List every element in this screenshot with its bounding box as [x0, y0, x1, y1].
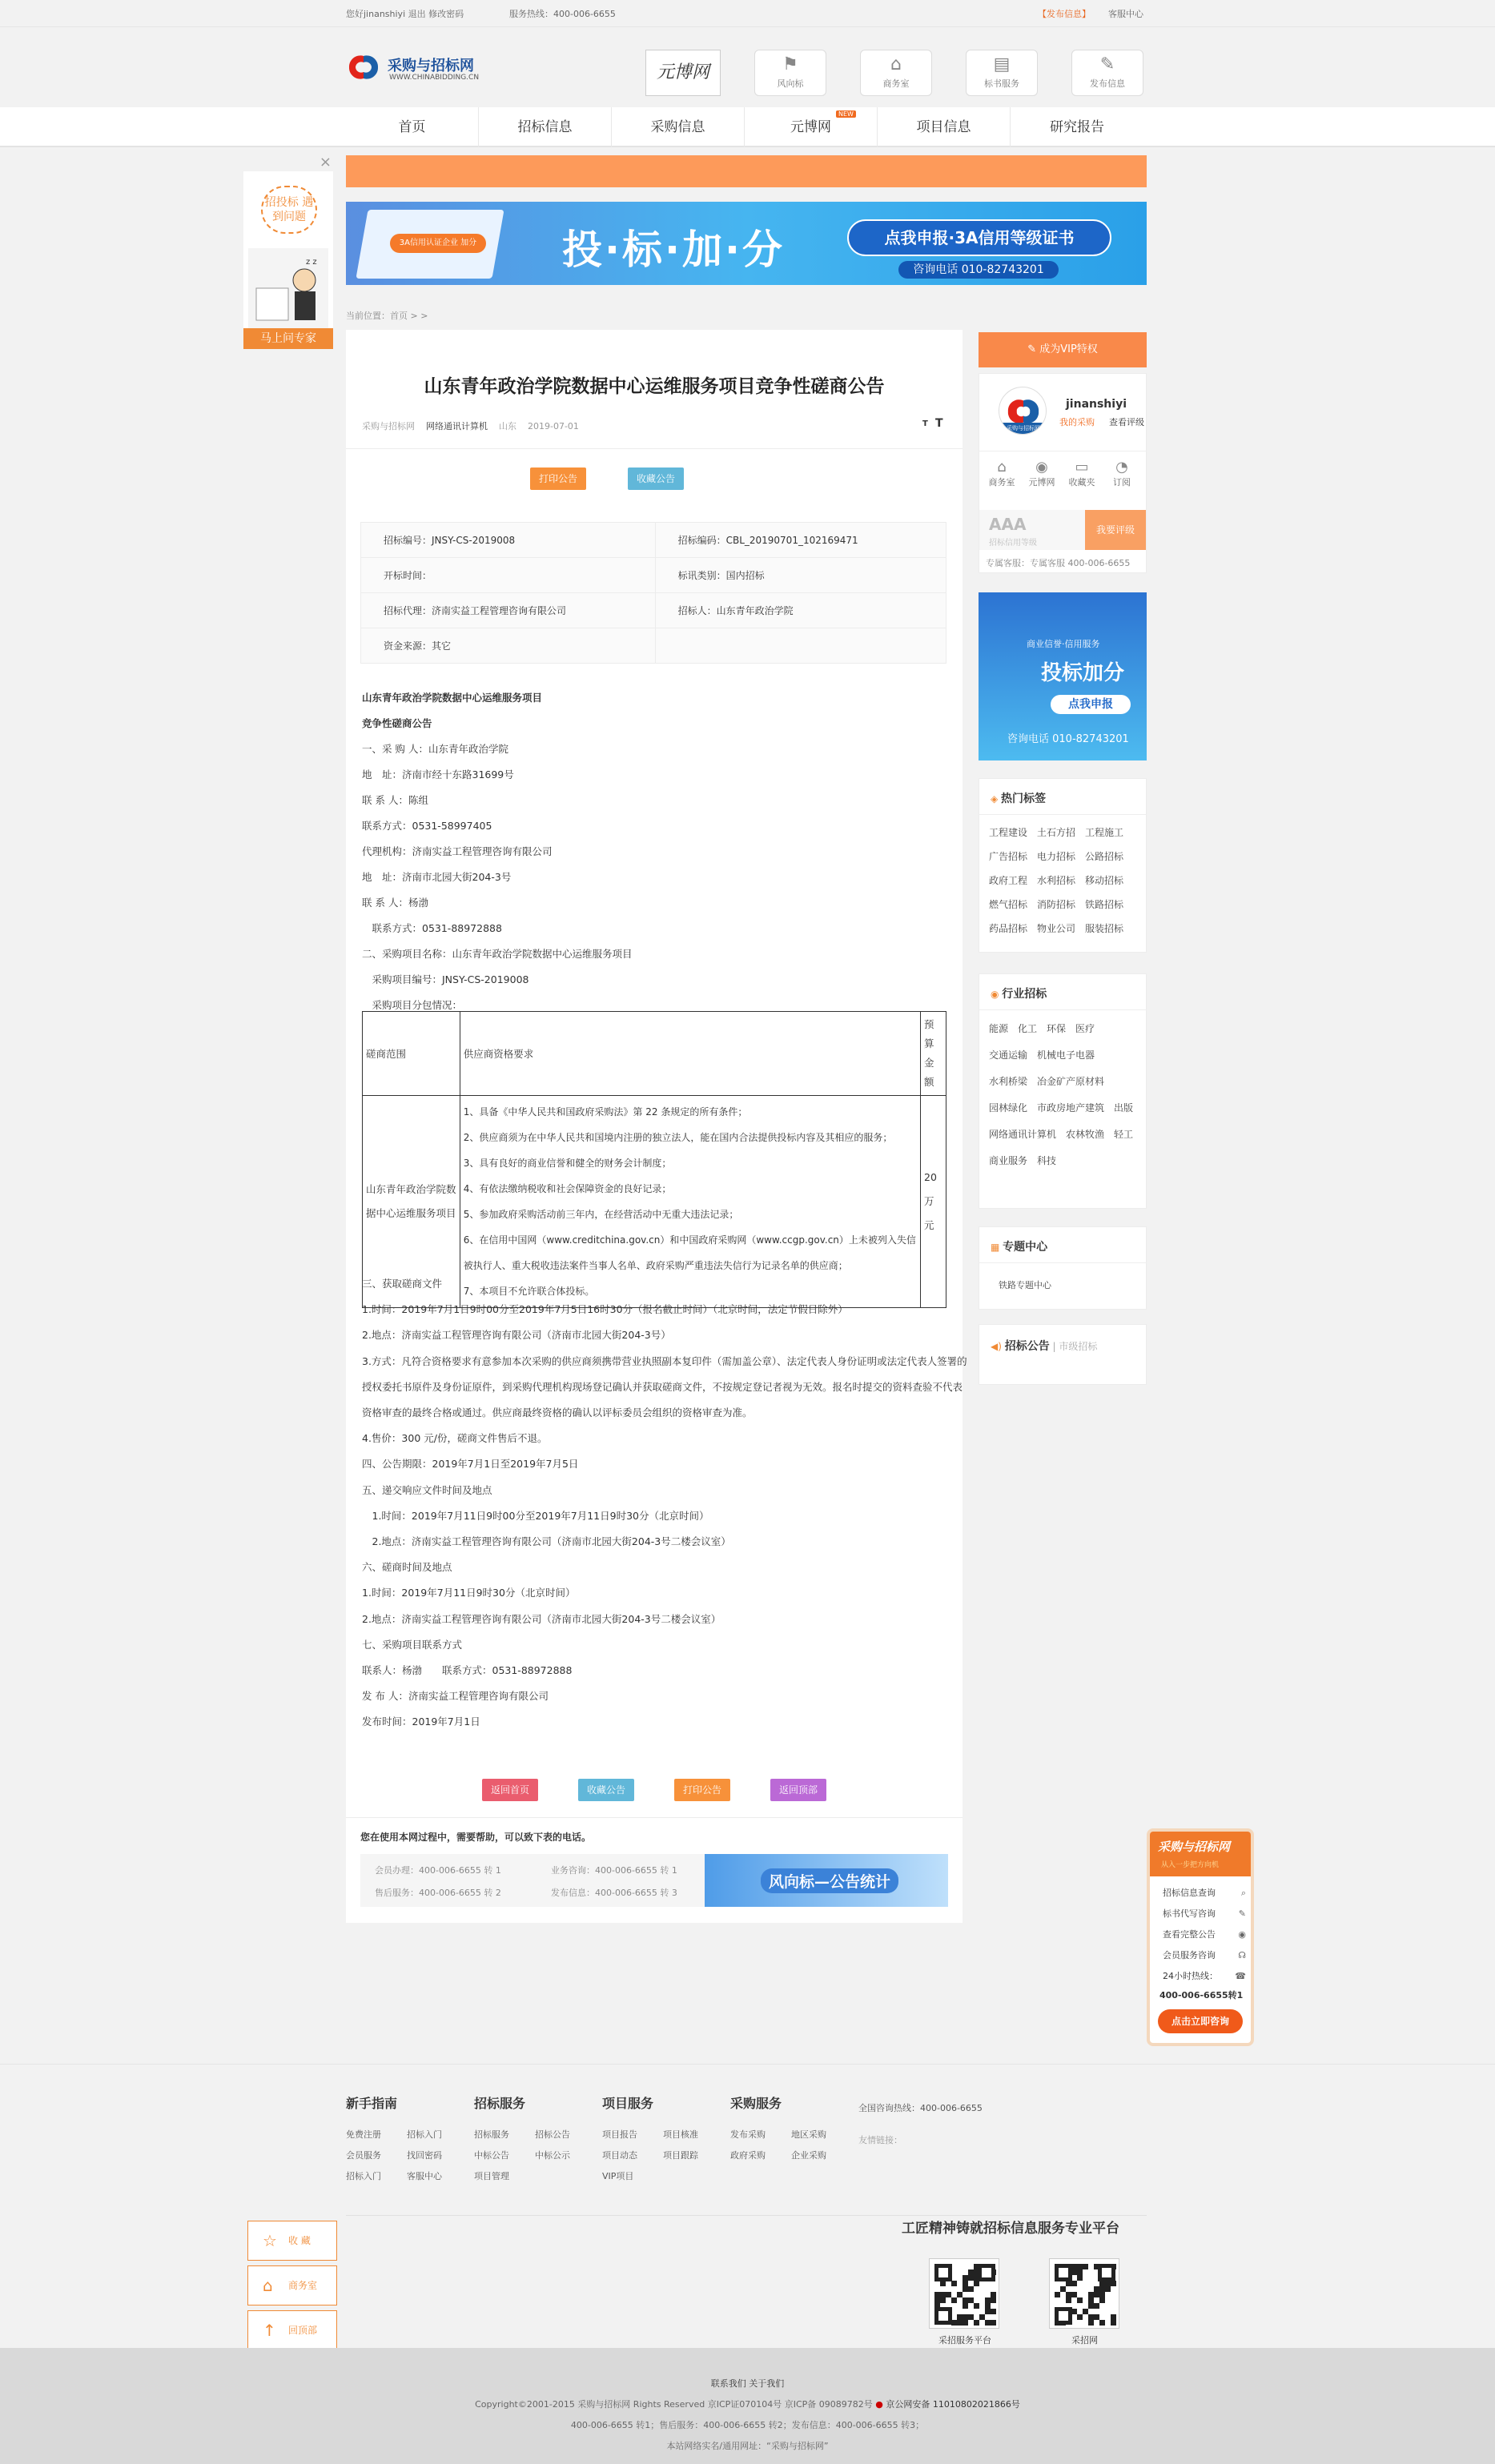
footer-column: [346, 2093, 474, 2187]
footer-column-title: 新手指南: [346, 2096, 398, 2111]
table-cell: 招标编码：CBL_20190701_102169471: [655, 523, 946, 558]
meta-category[interactable]: 网络通讯计算机: [426, 421, 488, 431]
breadcrumb[interactable]: 当前位置：首页 > >: [346, 311, 428, 321]
industry-tag[interactable]: 网络通讯计算机: [989, 1129, 1057, 1140]
search-icon: ⌕: [1240, 1888, 1246, 1898]
home-icon: ⌂: [890, 54, 902, 74]
nav-home[interactable]: 首页: [346, 107, 479, 147]
police-record: 京公网安备 11010802021866号: [886, 2399, 1020, 2410]
top-bar: [0, 0, 1495, 27]
industry-header: ◉ 行业招标: [991, 988, 1047, 1001]
table-row: [361, 558, 946, 593]
article-paragraph: 2.地点：济南实益工程管理咨询有限公司（济南市北园大街204-3号）: [362, 1329, 671, 1342]
article-meta: [362, 419, 579, 432]
requirement-item: 3、具有良好的商业信誉和健全的财务会计制度；: [463, 1158, 672, 1169]
footer-column: [474, 2093, 602, 2187]
rss-icon: ◔: [1115, 459, 1128, 476]
side-ad-t1: 商业信誉·信用服务: [1027, 639, 1100, 649]
side-ad-banner[interactable]: [979, 592, 1147, 760]
industry-tag[interactable]: 交通运输: [989, 1049, 1028, 1061]
coin-icon: ◉: [991, 989, 1003, 1000]
publish-link[interactable]: 【发布信息】: [1038, 9, 1091, 19]
consult-item-label: 查看完整公告: [1163, 1929, 1216, 1940]
back-top-button[interactable]: 返回顶部: [770, 1779, 826, 1801]
qr-code-2: [1049, 2258, 1119, 2329]
table-header: 供应商资格要求: [460, 1012, 920, 1096]
article-paragraph: 授权委托书原件及身份证原件，到采购代理机构现场登记确认并获取磋商文件，不按规定登记者视为无效。报名时提交的资料查验不代表: [362, 1380, 963, 1393]
industry-tag[interactable]: 农林牧渔: [1066, 1129, 1105, 1140]
qr-code-1: [929, 2258, 999, 2329]
user-name: jinanshiyi: [1066, 398, 1127, 411]
tag-icon: ◈: [991, 793, 1002, 805]
hot-tags-list: [989, 821, 1146, 941]
article-paragraph: 2.地点：济南实益工程管理咨询有限公司（济南市北园大街204-3号二楼会议室）: [362, 1535, 731, 1547]
side-ad-t2: 投标加分: [1041, 661, 1125, 685]
requirement-item: 4、有依法缴纳税收和社会保障资金的良好记录；: [463, 1183, 672, 1194]
font-small-button[interactable]: T: [922, 419, 928, 428]
article-paragraph: 地 址：济南市北园大街204-3号: [362, 871, 512, 883]
help-line: 会员办理：400-006-6655 转 1: [375, 1865, 501, 1876]
footer-column-title: 招标服务: [474, 2096, 526, 2111]
industry-tag[interactable]: 化工: [1018, 1023, 1038, 1034]
hot-tag[interactable]: 电力招标: [1037, 851, 1076, 862]
nav-yuanbo[interactable]: 元博网: [745, 107, 878, 147]
footer-columns: [346, 2093, 858, 2205]
table-cell: 资金来源：其它: [361, 628, 656, 664]
consult-title: 采购与招标网: [1158, 1840, 1231, 1854]
float-bubble: 招投标 遇到问题: [261, 186, 317, 234]
copyright-line: [0, 2398, 1495, 2410]
article-paragraph: 4.售价：300 元/份，磋商文件售后不退。: [362, 1432, 548, 1445]
industry-list: [989, 1016, 1146, 1174]
hot-tag[interactable]: 工程施工: [1085, 827, 1124, 838]
article-paragraph: 采购项目编号：JNSY-CS-2019008: [362, 973, 529, 985]
hot-tag[interactable]: 药品招标: [989, 923, 1028, 934]
table-cell: 20万元: [921, 1096, 946, 1308]
user-card: [979, 373, 1147, 573]
home-icon: ⌂: [263, 2276, 273, 2295]
requirement-item: 6、在信用中国网（www.creditchina.gov.cn）和中国政府采购网（www.ccgp.gov.cn）上未被列入失信被执行人、重大税收违法案件当事人名单、政府采购严重违法失信行为记录名单的供应商；: [463, 1234, 916, 1271]
article-paragraph: 发布时间：2019年7月1日: [362, 1716, 480, 1728]
consult-item[interactable]: [1163, 1945, 1246, 1966]
industry-tag[interactable]: 环保: [1047, 1023, 1067, 1034]
footer-link[interactable]: 招标入门: [346, 2171, 381, 2181]
yuanbo-logo[interactable]: 元博网: [645, 50, 721, 96]
package-table: [362, 1011, 946, 1308]
industry-tag[interactable]: 科技: [1037, 1155, 1057, 1166]
table-row: [361, 523, 946, 558]
copyright: Copyright©2001-2015 采购与招标网 Rights Reserved 京ICP证070104号 京ICP备 09089782号: [475, 2399, 873, 2410]
float-top-button[interactable]: ↑ 回顶部: [247, 2310, 337, 2350]
footer-link-list: [602, 2125, 730, 2187]
police-badge-icon: ●: [875, 2399, 883, 2410]
footer-link-list: [730, 2125, 858, 2166]
vip-button[interactable]: ✎ 成为VIP特权: [979, 332, 1147, 367]
meta-region[interactable]: 山东: [499, 421, 516, 431]
article-paragraph: 联 系 人：杨渤: [362, 897, 428, 909]
footer-link[interactable]: 招标服务: [474, 2129, 509, 2140]
vip-icon: ✎: [1027, 343, 1040, 355]
table-header: 预算金额: [921, 1012, 946, 1096]
hot-tag[interactable]: 政府工程: [989, 875, 1028, 886]
qr-caption-2: 采招网: [1071, 2335, 1098, 2346]
hot-tag[interactable]: 消防招标: [1037, 899, 1076, 910]
industry-tag[interactable]: 医疗: [1075, 1023, 1095, 1034]
ask-expert-button[interactable]: 马上问专家: [243, 328, 333, 349]
banner-tel: 咨询电话 010-82743201: [898, 261, 1059, 279]
industry-tag[interactable]: 园林绿化: [989, 1102, 1028, 1114]
article-paragraph: 竞争性磋商公告: [362, 717, 432, 729]
footer-link[interactable]: 中标公告: [474, 2150, 509, 2161]
article-paragraph: 联 系 人：陈组: [362, 794, 428, 806]
footer-link[interactable]: 地区采购: [791, 2129, 826, 2140]
phone-icon: ☎: [1235, 1971, 1246, 1981]
footer-link[interactable]: 企业采购: [791, 2150, 826, 2161]
right-float-consult: [1147, 1828, 1254, 2046]
help-line: 售后服务：400-006-6655 转 2: [375, 1888, 501, 1898]
side-ad-cta: 点我申报: [1051, 695, 1131, 714]
nav-xiangmu[interactable]: 项目信息: [878, 107, 1011, 147]
qr-caption-1: 采招服务平台: [938, 2335, 991, 2346]
article-paragraph: 3.方式：凡符合资格要求有意参加本次采购的供应商须携带营业执照副本复印件（需加盖公章）、法定代表人身份证明或法定代表人签署的: [362, 1354, 967, 1367]
eye-icon: ◉: [1238, 1929, 1246, 1940]
industry-tag[interactable]: 能源: [989, 1023, 1009, 1034]
eye-icon: ◉: [1035, 459, 1048, 476]
banner-badge: 3A信用认证企业 加分: [390, 234, 486, 253]
table-row: [361, 593, 946, 628]
float-office-button[interactable]: ⌂ 商务室: [247, 2265, 337, 2305]
print-button-2[interactable]: 打印公告: [674, 1779, 730, 1801]
footer-link-list: [474, 2125, 602, 2187]
article-paragraph: 发 布 人：济南实益工程管理咨询有限公司: [362, 1690, 549, 1703]
table-cell: [655, 628, 946, 664]
industry-tag[interactable]: 商业服务: [989, 1155, 1028, 1166]
industry-tag[interactable]: 出版: [1114, 1102, 1134, 1114]
article-paragraph: 采购项目分包情况：: [362, 999, 463, 1011]
article-paragraph: 五、递交响应文件时间及地点: [362, 1483, 492, 1496]
consult-item-label: 会员服务咨询: [1163, 1950, 1216, 1960]
hotline-text: 服务热线：400-006-6655: [509, 9, 616, 19]
meta-date: 2019-07-01: [528, 421, 579, 431]
font-big-button[interactable]: T: [935, 417, 943, 430]
consult-sub: 从入一步把方向机: [1161, 1861, 1220, 1869]
article-paragraph: 山东青年政治学院数据中心运维服务项目: [362, 692, 543, 704]
footer-link[interactable]: 中标公示: [535, 2150, 570, 2161]
article-paragraph: 1.时间：2019年7月11日9时30分（北京时间）: [362, 1587, 576, 1599]
hot-tag[interactable]: 移动招标: [1085, 875, 1124, 886]
side-icon-shangwushi[interactable]: ⌂ 商务室: [986, 459, 1018, 488]
topic-link[interactable]: 铁路专题中心: [999, 1280, 1051, 1290]
requirements-cell: [460, 1096, 920, 1308]
side-ad-tel: 咨询电话 010-82743201: [1007, 733, 1129, 745]
article-title: 山东青年政治学院数据中心运维服务项目竞争性磋商公告: [424, 376, 885, 397]
header-btn-fengxiangbiao[interactable]: ⚑ 风向标: [754, 50, 826, 96]
divider: [979, 814, 1146, 815]
svg-text:z z: z z: [306, 258, 317, 267]
footer-link[interactable]: 会员服务: [346, 2150, 381, 2161]
hot-tag[interactable]: 工程建设: [989, 827, 1028, 838]
side-icon-favorites[interactable]: ▭ 收藏夹: [1066, 459, 1098, 488]
consult-header: [1150, 1832, 1251, 1876]
favorite-button-2[interactable]: 收藏公告: [578, 1779, 634, 1801]
footer-slogan: 工匠精神铸就招标信息服务专业平台: [902, 2221, 1119, 2237]
headset-icon: ☊: [1238, 1950, 1246, 1960]
footer-link[interactable]: 免费注册: [346, 2129, 381, 2140]
article-paragraph: 联系方式：0531-88972888: [362, 922, 502, 934]
industry-panel: [979, 973, 1147, 1209]
divider: [346, 1817, 963, 1818]
contact-links[interactable]: 联系我们 关于我们: [710, 2378, 785, 2389]
footer-column: [602, 2093, 730, 2187]
hot-tag[interactable]: 广告招标: [989, 851, 1028, 862]
rating-link[interactable]: 查看评级: [1109, 417, 1144, 427]
industry-tag[interactable]: 市政房地产建筑: [1037, 1102, 1105, 1114]
print-button[interactable]: 打印公告: [530, 468, 586, 490]
bottom-bar: [0, 2348, 1495, 2464]
footer-link[interactable]: 项目报告: [602, 2129, 637, 2140]
speaker-icon: ◀): [991, 1341, 1005, 1352]
article-paragraph: 资格审查的最终合格或通过。供应商最终资格的确认以评标委员会组织的资格审查为准。: [362, 1407, 753, 1419]
industry-tag[interactable]: 机械电子电器: [1037, 1049, 1095, 1061]
document-icon: ▤: [993, 54, 1011, 74]
footer-link-list: [346, 2125, 474, 2187]
header: [0, 27, 1495, 107]
hot-tag[interactable]: 水利招标: [1037, 875, 1076, 886]
table-cell: 标讯类别：国内招标: [655, 558, 946, 593]
footer-link[interactable]: 项目跟踪: [663, 2150, 698, 2161]
footer: [0, 2064, 1495, 2348]
requirement-item: 5、参加政府采购活动前三年内，在经营活动中无重大违法记录；: [463, 1209, 739, 1220]
consult-list: [1163, 1883, 1246, 1987]
consult-item[interactable]: [1163, 1966, 1246, 1987]
pen-icon: ✎: [1238, 1908, 1246, 1919]
header-btn-shangwushi[interactable]: ⌂ 商务室: [860, 50, 932, 96]
float-favorite-button[interactable]: ☆ 收 藏: [247, 2221, 337, 2261]
table-header: 磋商范围: [363, 1012, 460, 1096]
table-cell: 开标时间：: [361, 558, 656, 593]
home-icon: ⌂: [997, 459, 1007, 476]
notice-sub[interactable]: 市级招标: [1059, 1341, 1098, 1352]
divider: [346, 2215, 1147, 2216]
divider: [979, 1009, 1146, 1010]
hot-tag[interactable]: 燃气招标: [989, 899, 1028, 910]
consult-item[interactable]: [1163, 1924, 1246, 1945]
left-float-ad[interactable]: [243, 154, 333, 347]
table-cell: 招标代理：济南实益工程管理咨询有限公司: [361, 593, 656, 628]
footer-link[interactable]: 项目动态: [602, 2150, 637, 2161]
requirement-item: 7、本项目不允许联合体投标。: [463, 1286, 595, 1297]
site-logo-icon[interactable]: [346, 53, 381, 82]
help-banner[interactable]: [705, 1854, 948, 1907]
footer-link[interactable]: 政府采购: [730, 2150, 766, 2161]
hot-tags-header: ◈ 热门标签: [991, 793, 1047, 805]
table-row: [361, 628, 946, 664]
nav-caigou[interactable]: 采购信息: [612, 107, 745, 147]
consult-item-label: 24小时热线：: [1163, 1971, 1218, 1981]
article-paragraph: 四、公告期限：2019年7月1日至2019年7月5日: [362, 1458, 579, 1471]
arrow-up-icon: ↑: [263, 2321, 276, 2340]
footer-column-title: 项目服务: [602, 2096, 654, 2111]
top-banner[interactable]: [346, 202, 1147, 285]
footer-link[interactable]: 客服中心: [407, 2171, 442, 2181]
table-cell: 招标编号：JNSY-CS-2019008: [361, 523, 656, 558]
back-home-button[interactable]: 返回首页: [482, 1779, 538, 1801]
logo-title: 采购与招标网: [388, 58, 474, 74]
nav-zhaobiao[interactable]: 招标信息: [479, 107, 612, 147]
topic-panel: [979, 1226, 1147, 1310]
rating-box: [979, 510, 1146, 550]
info-table: [360, 522, 946, 664]
banner-cta[interactable]: 点我申报·3A信用等级证书: [847, 219, 1111, 256]
banner-big-text: 投·标·加·分: [562, 227, 785, 273]
consult-cta[interactable]: 点击立即咨询: [1158, 2009, 1243, 2033]
footer-column-title: 采购服务: [730, 2096, 782, 2111]
hot-tag[interactable]: 服装招标: [1085, 923, 1124, 934]
article-paragraph: 联系方式：0531-58997405: [362, 820, 492, 832]
help-line: 业务咨询：400-006-6655 转 1: [551, 1865, 677, 1876]
notice-panel: [979, 1324, 1147, 1385]
footer-link[interactable]: 项目管理: [474, 2171, 509, 2181]
expert-illustration: [248, 248, 328, 328]
main-nav: [0, 107, 1495, 147]
eval-button[interactable]: 我要评级: [1085, 510, 1146, 550]
industry-tag[interactable]: 水利桥梁: [989, 1076, 1028, 1087]
consult-item-label: 标书代写咨询: [1163, 1908, 1216, 1919]
article-paragraph: 1.时间：2019年7月1日9时00分至2019年7月5日16时30分（报名截止时间）（北京时间，法定节假日除外）: [362, 1303, 848, 1316]
hot-tag[interactable]: 土石方招: [1037, 827, 1076, 838]
flag-icon: ⚑: [782, 54, 798, 74]
article-paragraph: 1.时间：2019年7月11日9时00分至2019年7月11日9时30分（北京时间）: [362, 1509, 709, 1522]
consult-item[interactable]: [1163, 1883, 1246, 1904]
footer-link[interactable]: 招标入门: [407, 2129, 442, 2140]
aaa-sub: 招标信用等级: [989, 539, 1037, 548]
industry-tag[interactable]: 冶金矿产原材料: [1037, 1076, 1105, 1087]
divider: [346, 448, 963, 449]
table-cell: 招标人：山东青年政治学院: [655, 593, 946, 628]
help-banner-text: 风向标—公告统计: [761, 1868, 898, 1893]
header-btn-publish[interactable]: ✎ 发布信息: [1071, 50, 1143, 96]
consult-item[interactable]: [1163, 1904, 1246, 1924]
my-purchase-link[interactable]: 我的采购: [1059, 417, 1095, 427]
requirement-item: 2、供应商须为在中华人民共和国境内注册的独立法人，能在国内合法提供投标内容及其相应的服务；: [463, 1132, 893, 1143]
hotline-side: 专属客服：专属客服 400-006-6655: [986, 558, 1131, 568]
table-row: [363, 1012, 946, 1096]
phones-line: 400-006-6655 转1；售后服务：400-006-6655 转2；发布信息：400-006-6655 转3；: [570, 2420, 925, 2430]
site-name-line: 本站网络实名/通用网址：“采购与招标网”: [666, 2441, 829, 2451]
hot-tag[interactable]: 物业公司: [1037, 923, 1076, 934]
article-paragraph: 三、获取磋商文件: [362, 1278, 443, 1290]
article-paragraph: 七、采购项目联系方式: [362, 1638, 463, 1651]
avatar[interactable]: [999, 387, 1047, 435]
friend-links: 友情链接：: [858, 2135, 902, 2145]
nav-yanjiu[interactable]: 研究报告: [1050, 119, 1104, 135]
table-cell: 山东青年政治学院数据中心运维服务项目: [363, 1096, 460, 1308]
article-paragraph: 六、磋商时间及地点: [362, 1561, 452, 1574]
edit-icon: ✎: [1099, 54, 1115, 74]
folder-icon: ▭: [1075, 459, 1089, 476]
topic-header: ▦ 专题中心: [991, 1241, 1048, 1254]
table-row: [363, 1096, 946, 1308]
nav-new-badge: NEW: [836, 110, 856, 118]
article-paragraph: 代理机构：济南实益工程管理咨询有限公司: [362, 845, 553, 857]
footer-column: [730, 2093, 858, 2166]
requirement-item: 1、具备《中华人民共和国政府采购法》第 22 条规定的所有条件；: [463, 1106, 748, 1118]
star-icon: ☆: [263, 2231, 277, 2250]
footer-link[interactable]: VIP项目: [602, 2171, 634, 2181]
close-icon[interactable]: ×: [319, 154, 332, 171]
side-icon-yuanbo[interactable]: ◉ 元博网: [1026, 459, 1058, 488]
avatar-caption: 采购与招标网: [999, 423, 1047, 434]
notice-header: ◀) 招标公告 | 市级招标: [991, 1340, 1098, 1353]
aaa-text: AAA: [989, 515, 1027, 534]
meta-source[interactable]: 采购与招标网: [362, 421, 415, 431]
orange-strip: [346, 155, 1147, 187]
footer-link[interactable]: 发布采购: [730, 2129, 766, 2140]
service-link[interactable]: 客服中心: [1108, 9, 1143, 19]
footer-link[interactable]: 找回密码: [407, 2150, 442, 2161]
favorite-button[interactable]: 收藏公告: [628, 468, 684, 490]
greeting-text[interactable]: 您好jinanshiyi 退出 修改密码: [346, 9, 464, 19]
help-box: [360, 1854, 705, 1907]
logo-url: WWW.CHINABIDDING.CN: [389, 74, 480, 82]
header-btn-biaoshu[interactable]: ▤ 标书服务: [966, 50, 1038, 96]
article-paragraph: 地 址：济南市经十东路31699号: [362, 768, 514, 781]
footer-link[interactable]: 招标公告: [535, 2129, 570, 2140]
article-paragraph: 二、采购项目名称：山东青年政治学院数据中心运维服务项目: [362, 948, 633, 960]
grid-icon: ▦: [991, 1242, 1003, 1253]
article-paragraph: 一、采 购 人：山东青年政治学院: [362, 743, 508, 755]
help-line: 发布信息：400-006-6655 转 3: [551, 1888, 677, 1898]
footer-link[interactable]: 项目核准: [663, 2129, 698, 2140]
side-icon-subscribe[interactable]: ◔ 订阅: [1106, 459, 1138, 488]
industry-tag[interactable]: 轻工: [1114, 1129, 1134, 1140]
article-paragraph: 联系人：杨渤 联系方式：0531-88972888: [362, 1664, 573, 1676]
hot-tags-panel: [979, 778, 1147, 953]
consult-item-label: 招标信息查询: [1163, 1888, 1216, 1898]
hot-tag[interactable]: 公路招标: [1085, 851, 1124, 862]
article-paragraph: 2.地点：济南实益工程管理咨询有限公司（济南市北园大街204-3号二楼会议室）: [362, 1612, 721, 1625]
footer-hotline: 全国咨询热线：400-006-6655: [858, 2103, 983, 2113]
consult-tel: 400-006-6655转1: [1159, 1990, 1244, 2000]
help-title: 您在使用本网过程中，需要帮助，可以致下表的电话。: [360, 1832, 592, 1843]
hot-tag[interactable]: 铁路招标: [1085, 899, 1124, 910]
divider: [979, 1262, 1146, 1263]
